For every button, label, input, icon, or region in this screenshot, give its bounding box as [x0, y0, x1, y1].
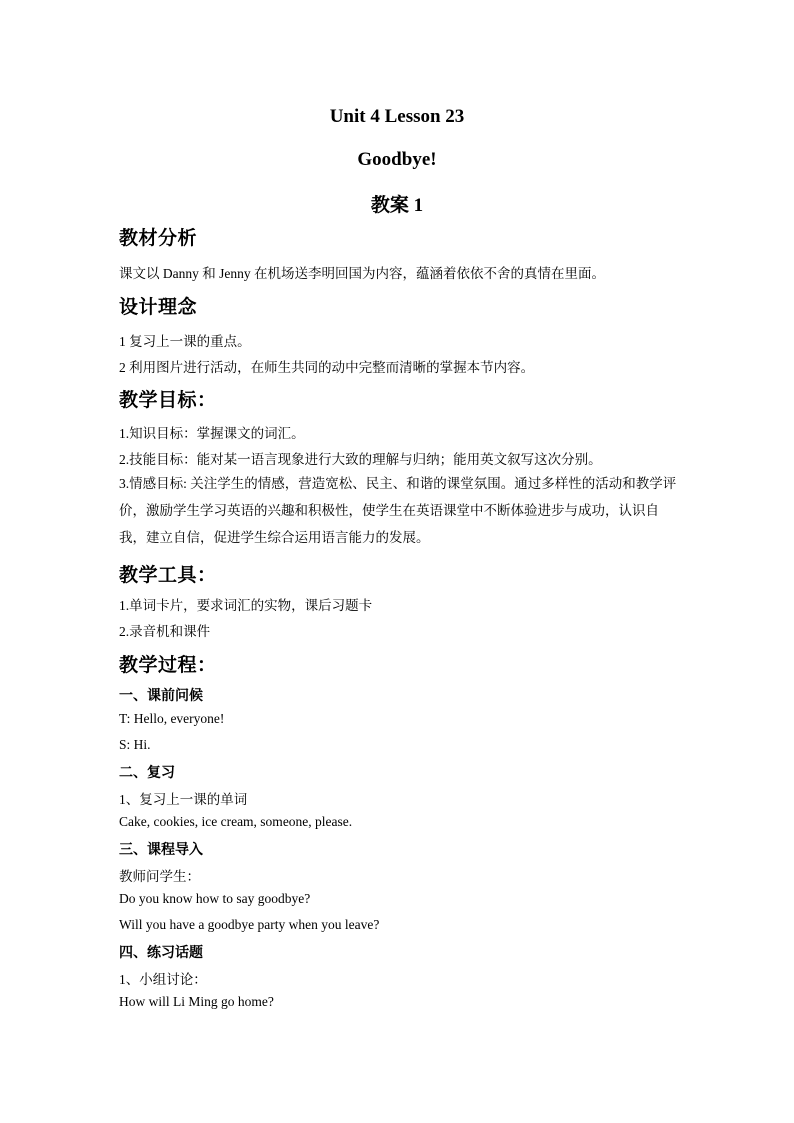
- tools-item-2: 2.录音机和课件: [119, 624, 211, 639]
- goals-item-1: 1.知识目标：掌握课文的词汇。: [119, 426, 305, 441]
- step-3-line-1: 教师问学生：: [119, 869, 200, 884]
- step-1-line-1: T: Hello, everyone!: [119, 711, 225, 726]
- goals-item-3: 3.情感目标: 关注学生的情感，营造宽松、民主、和谐的课堂氛围。通过多样性的活动和教学评价，激励学生学习英语的兴趣和积极性，使学生在英语课堂中不断体验进步与成功，认识自我，建立自信，促进学生综合运用语言能力的发展。: [119, 476, 677, 545]
- analysis-text: 课文以 Danny 和 Jenny 在机场送李明回国为内容，蕴涵着依依不舍的真情在里面。: [119, 266, 605, 281]
- step-2-heading: 二、复习: [119, 766, 175, 781]
- step-4-line-2: How will Li Ming go home?: [119, 994, 274, 1009]
- section-heading-analysis: 教材分析: [119, 228, 198, 249]
- goals-item-2: 2.技能目标：能对某一语言现象进行大致的理解与归纳；能用英文叙写这次分别。: [119, 452, 602, 467]
- step-3-line-2: Do you know how to say goodbye?: [119, 891, 311, 906]
- step-2-line-2: Cake, cookies, ice cream, someone, please.: [119, 814, 353, 829]
- section-heading-process: 教学过程：: [119, 655, 217, 676]
- concept-item-1: 1 复习上一课的重点。: [119, 334, 251, 349]
- concept-item-2: 2 利用图片进行活动，在师生共同的动中完整而清晰的掌握本节内容。: [119, 360, 535, 375]
- step-4-heading: 四、练习话题: [119, 946, 203, 961]
- step-1-heading: 一、课前问候: [119, 689, 203, 704]
- lesson-title: Unit 4 Lesson 23: [329, 106, 465, 127]
- step-3-heading: 三、课程导入: [119, 843, 203, 858]
- lesson-subtitle: Goodbye!: [357, 149, 437, 170]
- step-2-line-1: 1、复习上一课的单词: [119, 792, 248, 807]
- section-heading-goals: 教学目标：: [119, 390, 217, 411]
- step-1-line-2: S: Hi.: [119, 737, 151, 752]
- tools-item-1: 1.单词卡片，要求词汇的实物，课后习题卡: [119, 598, 373, 613]
- plan-number: 教案 1: [370, 195, 424, 216]
- section-heading-concept: 设计理念: [119, 297, 198, 318]
- step-3-line-3: Will you have a goodbye party when you leave?: [119, 917, 380, 932]
- step-4-line-1: 1、小组讨论：: [119, 972, 207, 987]
- section-heading-tools: 教学工具：: [119, 565, 217, 586]
